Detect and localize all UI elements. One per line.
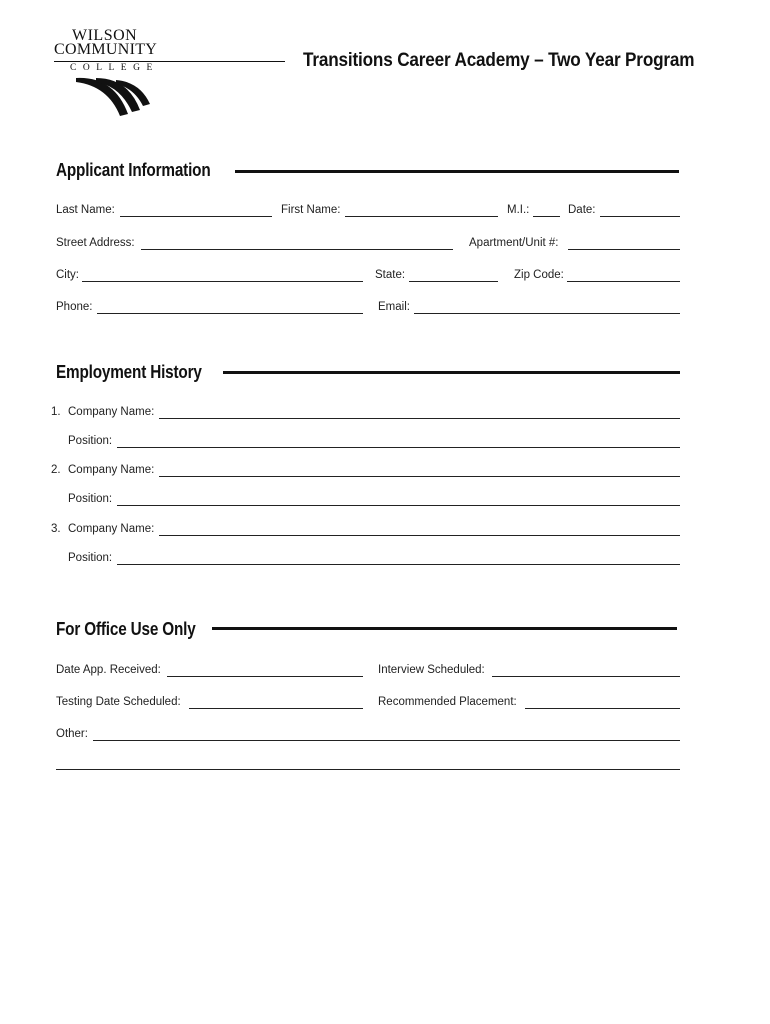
position-field-2[interactable]: [117, 505, 680, 506]
company-name-label-3: Company Name:: [68, 523, 155, 535]
last-name-label: Last Name:: [56, 204, 115, 216]
phone-field[interactable]: [97, 313, 363, 314]
recommended-placement-field[interactable]: [525, 708, 680, 709]
apartment-label: Apartment/Unit #:: [469, 237, 559, 249]
testing-date-label: Testing Date Scheduled:: [56, 696, 181, 708]
logo-wordmark-college: COLLEGE: [70, 63, 159, 73]
testing-date-field[interactable]: [189, 708, 363, 709]
last-name-field[interactable]: [120, 216, 272, 217]
logo-wordmark-wilson: WILSON: [72, 27, 138, 44]
middle-initial-field[interactable]: [533, 216, 560, 217]
company-name-field-2[interactable]: [159, 476, 680, 477]
section-rule-employment: [223, 371, 680, 374]
interview-scheduled-label: Interview Scheduled:: [378, 664, 485, 676]
section-rule-applicant: [235, 170, 679, 173]
logo-wing-icon: [74, 74, 154, 118]
position-label-2: Position:: [68, 493, 113, 505]
company-name-field-1[interactable]: [159, 418, 680, 419]
apartment-field[interactable]: [568, 249, 680, 250]
phone-label: Phone:: [56, 301, 93, 313]
date-label: Date:: [568, 204, 596, 216]
email-field[interactable]: [414, 313, 680, 314]
date-field[interactable]: [600, 216, 680, 217]
other-label: Other:: [56, 728, 88, 740]
state-field[interactable]: [409, 281, 498, 282]
state-label: State:: [375, 269, 406, 281]
first-name-label: First Name:: [281, 204, 341, 216]
zip-code-field[interactable]: [567, 281, 680, 282]
street-address-label: Street Address:: [56, 237, 135, 249]
middle-initial-label: M.I.:: [507, 204, 530, 216]
company-name-label-1: Company Name:: [68, 406, 155, 418]
interview-scheduled-field[interactable]: [492, 676, 680, 677]
logo-underline: [54, 61, 285, 62]
logo-wordmark-community: COMMUNITY: [54, 41, 158, 58]
position-field-3[interactable]: [117, 564, 680, 565]
recommended-placement-label: Recommended Placement:: [378, 696, 517, 708]
section-heading-employment: Employment History: [56, 362, 202, 382]
city-label: City:: [56, 269, 79, 281]
other-field-continued[interactable]: [56, 769, 680, 770]
date-received-label: Date App. Received:: [56, 664, 161, 676]
section-rule-office: [212, 627, 677, 630]
section-heading-applicant: Applicant Information: [56, 160, 211, 180]
other-field[interactable]: [93, 740, 680, 741]
section-heading-office: For Office Use Only: [56, 619, 196, 639]
first-name-field[interactable]: [345, 216, 498, 217]
email-label: Email:: [378, 301, 410, 313]
street-address-field[interactable]: [141, 249, 453, 250]
company-name-label-2: Company Name:: [68, 464, 155, 476]
employment-number-2: 2.: [51, 464, 61, 476]
company-name-field-3[interactable]: [159, 535, 680, 536]
position-label-1: Position:: [68, 435, 113, 447]
document-title: Transitions Career Academy – Two Year Program: [303, 49, 695, 71]
employment-number-1: 1.: [51, 406, 61, 418]
city-field[interactable]: [82, 281, 363, 282]
position-field-1[interactable]: [117, 447, 680, 448]
zip-code-label: Zip Code:: [514, 269, 564, 281]
employment-number-3: 3.: [51, 523, 61, 535]
date-received-field[interactable]: [167, 676, 363, 677]
position-label-3: Position:: [68, 552, 113, 564]
